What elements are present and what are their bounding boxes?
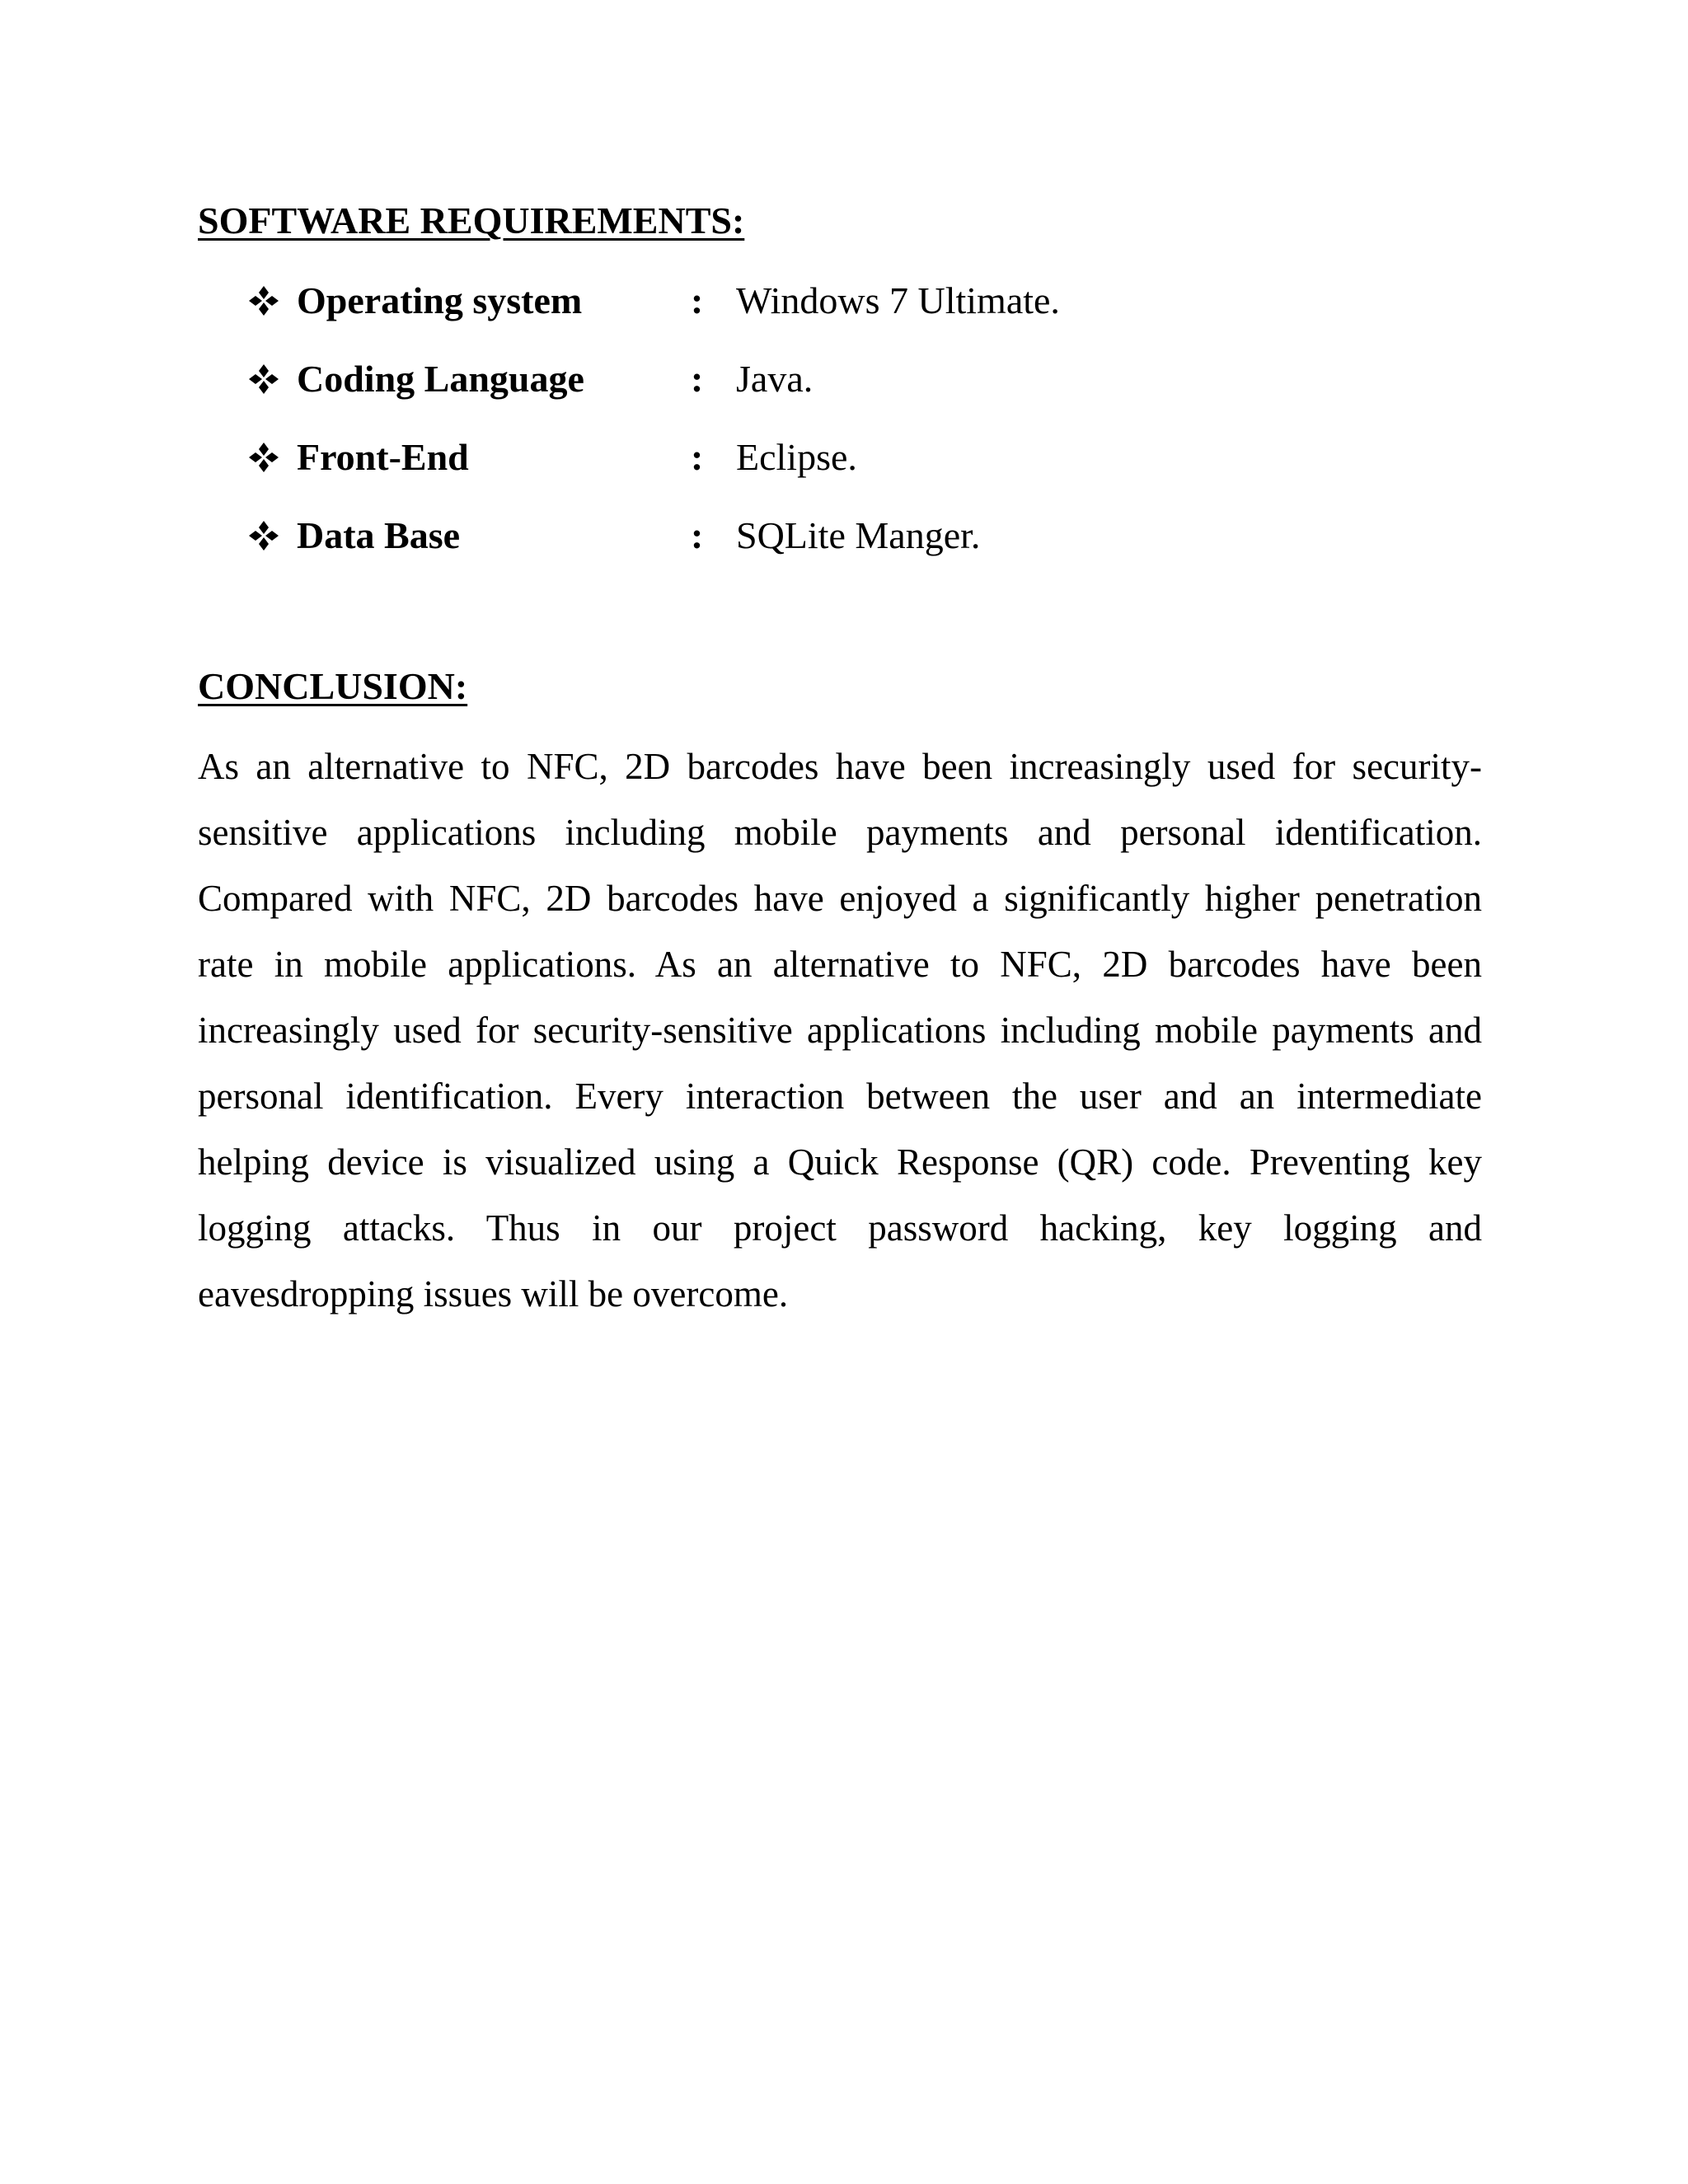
software-requirements-list (247, 276, 1154, 589)
requirement-value: Eclipse. (736, 436, 857, 478)
requirement-item-coding-language (247, 354, 1154, 433)
requirement-separator: : (691, 514, 704, 556)
requirement-label: Coding Language (297, 358, 584, 400)
requirement-separator: : (691, 436, 704, 478)
conclusion-heading: CONCLUSION: (198, 665, 468, 707)
requirement-value: SQLite Manger. (736, 514, 981, 556)
software-requirements-heading: SOFTWARE REQUIREMENTS: (198, 199, 745, 241)
requirement-separator: : (691, 358, 704, 400)
requirement-label: Data Base (297, 514, 461, 556)
four-diamond-bullet-icon (247, 441, 280, 474)
requirement-item-data-base (247, 511, 1154, 589)
requirement-value: Java. (736, 358, 814, 400)
requirement-value: Windows 7 Ultimate. (736, 279, 1060, 321)
conclusion-paragraph: As an alternative to NFC, 2D barcodes have been increasingly used for security-sensitive applications including mobile payments and personal identification. Compared with NFC, 2D barcodes have enjoyed a significantly higher penetration rate in mobile applications. As an alternative to NFC, 2D barcodes have been increasingly used for security-sensitive applications including mobile payments and personal identification. Every interaction between the user and an intermediate helping device is visualized using a Quick Response (QR) code. Preventing key logging attacks. Thus in our project password hacking, key logging and eavesdropping issues will be overcome. (198, 746, 1482, 1315)
requirement-separator: : (691, 279, 704, 321)
requirement-item-front-end (247, 433, 1154, 511)
four-diamond-bullet-icon (247, 363, 280, 396)
requirement-label: Front-End (297, 436, 469, 478)
requirement-item-operating-system (247, 276, 1154, 354)
four-diamond-bullet-icon (247, 519, 280, 552)
requirement-label: Operating system (297, 279, 583, 321)
four-diamond-bullet-icon (247, 284, 280, 317)
